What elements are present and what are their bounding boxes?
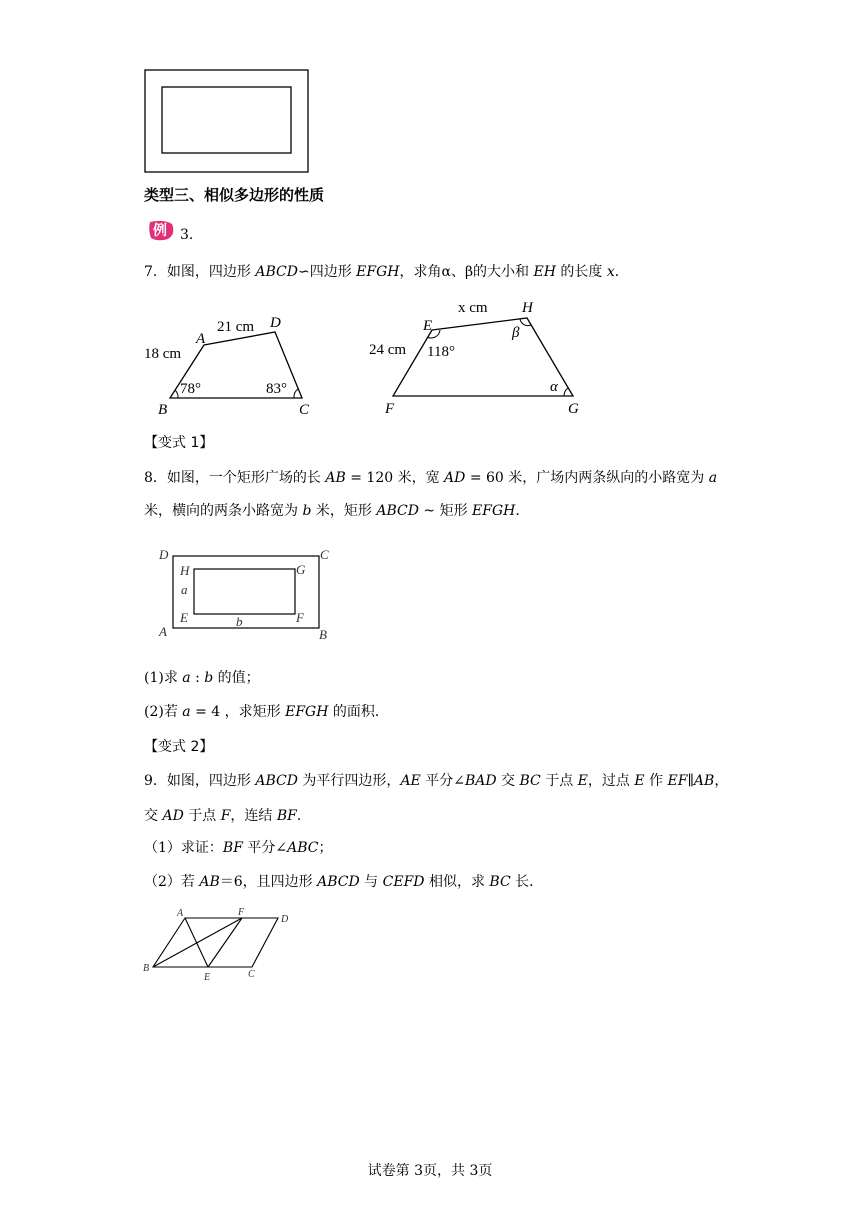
q7-v1: ABCD bbox=[255, 264, 298, 280]
fig7-label-g: G bbox=[568, 401, 579, 417]
q8-l2-a: 米，横向的两条小路宽为 bbox=[144, 503, 303, 519]
q9-s2-i: 长． bbox=[510, 874, 544, 890]
variant-1-heading: 【变式 1】 bbox=[144, 435, 214, 451]
q9-l1-g: 交 bbox=[496, 773, 520, 789]
question-8-line-1 bbox=[144, 468, 717, 488]
q8-l1-a: 如图，一个矩形广场的长 bbox=[166, 470, 326, 486]
question-9-line-1 bbox=[144, 771, 728, 791]
q9-s2-b: AB bbox=[199, 874, 220, 890]
page-footer: 试卷第 3页，共 3页 bbox=[367, 1163, 493, 1179]
q9-s2-g: 相似，求 bbox=[424, 874, 490, 890]
q9-l1-a: 如图，四边形 bbox=[166, 773, 256, 789]
q8-s1-d: b bbox=[204, 670, 214, 686]
q9-l2-e: ，连结 bbox=[230, 808, 277, 824]
q7-v2: EFGH bbox=[356, 264, 400, 280]
fig7-beta: β bbox=[512, 325, 520, 341]
q7-t4: 的长度 bbox=[555, 264, 607, 280]
fig7-angle-e: 118° bbox=[427, 344, 455, 360]
q9-s2-a: （2）若 bbox=[144, 874, 200, 890]
q9-s1-b: BF bbox=[222, 840, 243, 856]
fig7-angle-c: 83° bbox=[266, 381, 287, 397]
q8-l2-e: ~ 矩形 bbox=[418, 503, 473, 519]
q8-s1-e: 的值； bbox=[213, 670, 260, 686]
q9-l1-j: E bbox=[577, 773, 588, 789]
fig8-label-c: C bbox=[320, 547, 329, 562]
example-number: 3. bbox=[180, 227, 194, 243]
q9-s1-a: （1）求证： bbox=[144, 840, 223, 856]
q8-l2-b: b bbox=[302, 503, 312, 519]
fig8-label-a: A bbox=[159, 624, 167, 639]
fig9-label-e: E bbox=[204, 972, 211, 983]
q8-s2-a: (2)若 bbox=[144, 704, 183, 720]
fig7-ad-length: 21 cm bbox=[217, 319, 255, 335]
fig7-label-a: A bbox=[196, 331, 206, 347]
q9-l2-g: ． bbox=[296, 808, 311, 824]
q8-s2-d: EFGH bbox=[285, 704, 329, 720]
q7-t5: ． bbox=[614, 264, 629, 280]
fig7-label-c: C bbox=[299, 402, 310, 418]
q9-l2-d: F bbox=[220, 808, 231, 824]
q9-s1-d: ABC bbox=[287, 840, 319, 856]
fig8-label-b: B bbox=[319, 627, 327, 642]
q9-l1-e: 平分∠ bbox=[420, 773, 465, 789]
q7-num: 7． bbox=[144, 264, 167, 280]
q8-s1-a: (1)求 bbox=[144, 670, 183, 686]
q8-s2-b: a bbox=[182, 704, 191, 720]
q9-l2-a: 交 bbox=[144, 808, 163, 824]
question-9-line-2 bbox=[144, 806, 311, 826]
q9-l1-q: ， bbox=[714, 773, 729, 789]
q9-l1-o: ∥ bbox=[687, 773, 694, 789]
q9-s2-f: CEFD bbox=[382, 874, 425, 890]
fig8-label-b-width: b bbox=[236, 614, 243, 629]
fig8-label-d: D bbox=[159, 547, 169, 562]
q9-num: 9． bbox=[144, 773, 167, 789]
q8-l1-b: AB bbox=[325, 470, 346, 486]
fig7-ef-length: 24 cm bbox=[369, 342, 407, 358]
q9-l2-c: 于点 bbox=[183, 808, 221, 824]
question-7-text bbox=[144, 262, 629, 282]
q8-l1-d: AD bbox=[444, 470, 466, 486]
q9-l2-b: AD bbox=[162, 808, 184, 824]
q9-s1-e: ； bbox=[318, 840, 333, 856]
q9-l1-f: BAD bbox=[464, 773, 497, 789]
q9-l1-k: ，过点 bbox=[587, 773, 635, 789]
q8-l2-g: ． bbox=[515, 503, 530, 519]
fig8-label-h: H bbox=[180, 563, 190, 578]
fig9-label-f: F bbox=[238, 907, 245, 918]
q8-num: 8． bbox=[144, 470, 167, 486]
q9-l1-m: 作 bbox=[644, 773, 668, 789]
q8-l2-f: EFGH bbox=[472, 503, 516, 519]
q9-s1-c: 平分∠ bbox=[242, 840, 288, 856]
trapezoid-abcd-figure bbox=[140, 305, 330, 420]
rectangle-park-figure bbox=[155, 542, 340, 642]
section-heading: 类型三、相似多边形的性质 bbox=[144, 186, 325, 204]
q9-l1-p: AB bbox=[693, 773, 715, 789]
fig9-label-b: B bbox=[143, 963, 150, 974]
nested-rectangles-figure bbox=[140, 66, 315, 176]
question-9-sub-2 bbox=[144, 872, 543, 892]
fig7-angle-b: 78° bbox=[180, 381, 201, 397]
q9-l1-l: E bbox=[634, 773, 645, 789]
trapezoid-efgh-figure bbox=[365, 292, 595, 422]
question-8-sub-1 bbox=[144, 668, 260, 688]
example-badge-label: 例 bbox=[153, 224, 167, 239]
q8-s2-e: 的面积． bbox=[328, 704, 389, 720]
q7-v3: EH bbox=[533, 264, 556, 280]
q9-l1-d: AE bbox=[400, 773, 421, 789]
fig8-label-a-width: a bbox=[181, 582, 188, 597]
fig7-label-f: F bbox=[385, 401, 395, 417]
q7-t2: ∽四边形 bbox=[297, 264, 357, 280]
fig9-label-c: C bbox=[248, 969, 255, 980]
q8-l1-c: = 120 米，宽 bbox=[345, 470, 445, 486]
q8-s1-c: : bbox=[190, 670, 205, 686]
q9-s2-c: ＝6，且四边形 bbox=[219, 874, 318, 890]
fig7-eh-length: x cm bbox=[458, 300, 488, 316]
q8-l2-d: ABCD bbox=[376, 503, 419, 519]
fig7-label-e: E bbox=[423, 318, 433, 334]
q9-l1-h: BC bbox=[519, 773, 541, 789]
fig8-label-g: G bbox=[296, 562, 306, 577]
fig7-alpha: α bbox=[550, 379, 558, 395]
fig8-label-f: F bbox=[296, 610, 304, 625]
question-8-sub-2 bbox=[144, 702, 389, 722]
q7-v4: x bbox=[606, 264, 615, 280]
question-9-sub-1 bbox=[144, 838, 333, 858]
q9-l1-n: EF bbox=[667, 773, 688, 789]
q7-t3: ，求角α、β的大小和 bbox=[399, 264, 534, 280]
fig7-label-h: H bbox=[522, 300, 533, 316]
q9-l1-i: 于点 bbox=[540, 773, 578, 789]
q9-l1-b: ABCD bbox=[255, 773, 298, 789]
q9-s2-e: 与 bbox=[359, 874, 383, 890]
q7-t1: 如图，四边形 bbox=[166, 264, 256, 280]
question-8-line-2 bbox=[144, 501, 529, 521]
example-badge-icon bbox=[146, 218, 178, 242]
parallelogram-figure bbox=[140, 903, 300, 988]
fig9-label-a: A bbox=[177, 908, 184, 919]
q9-l2-f: BF bbox=[276, 808, 297, 824]
q8-l1-e: = 60 米，广场内两条纵向的小路宽为 bbox=[465, 470, 709, 486]
fig7-label-b: B bbox=[158, 402, 168, 418]
fig8-label-e: E bbox=[180, 610, 188, 625]
q8-l1-f: a bbox=[708, 470, 718, 486]
q8-s1-b: a bbox=[182, 670, 191, 686]
q9-l1-c: 为平行四边形， bbox=[297, 773, 401, 789]
fig7-label-d: D bbox=[270, 315, 281, 331]
fig9-label-d: D bbox=[281, 914, 289, 925]
q9-s2-d: ABCD bbox=[317, 874, 360, 890]
variant-2-heading: 【变式 2】 bbox=[144, 739, 214, 755]
fig7-ab-length: 18 cm bbox=[144, 346, 182, 362]
q8-l2-c: 米，矩形 bbox=[311, 503, 377, 519]
q8-s2-c: = 4 ，求矩形 bbox=[190, 704, 286, 720]
q9-s2-h: BC bbox=[489, 874, 511, 890]
